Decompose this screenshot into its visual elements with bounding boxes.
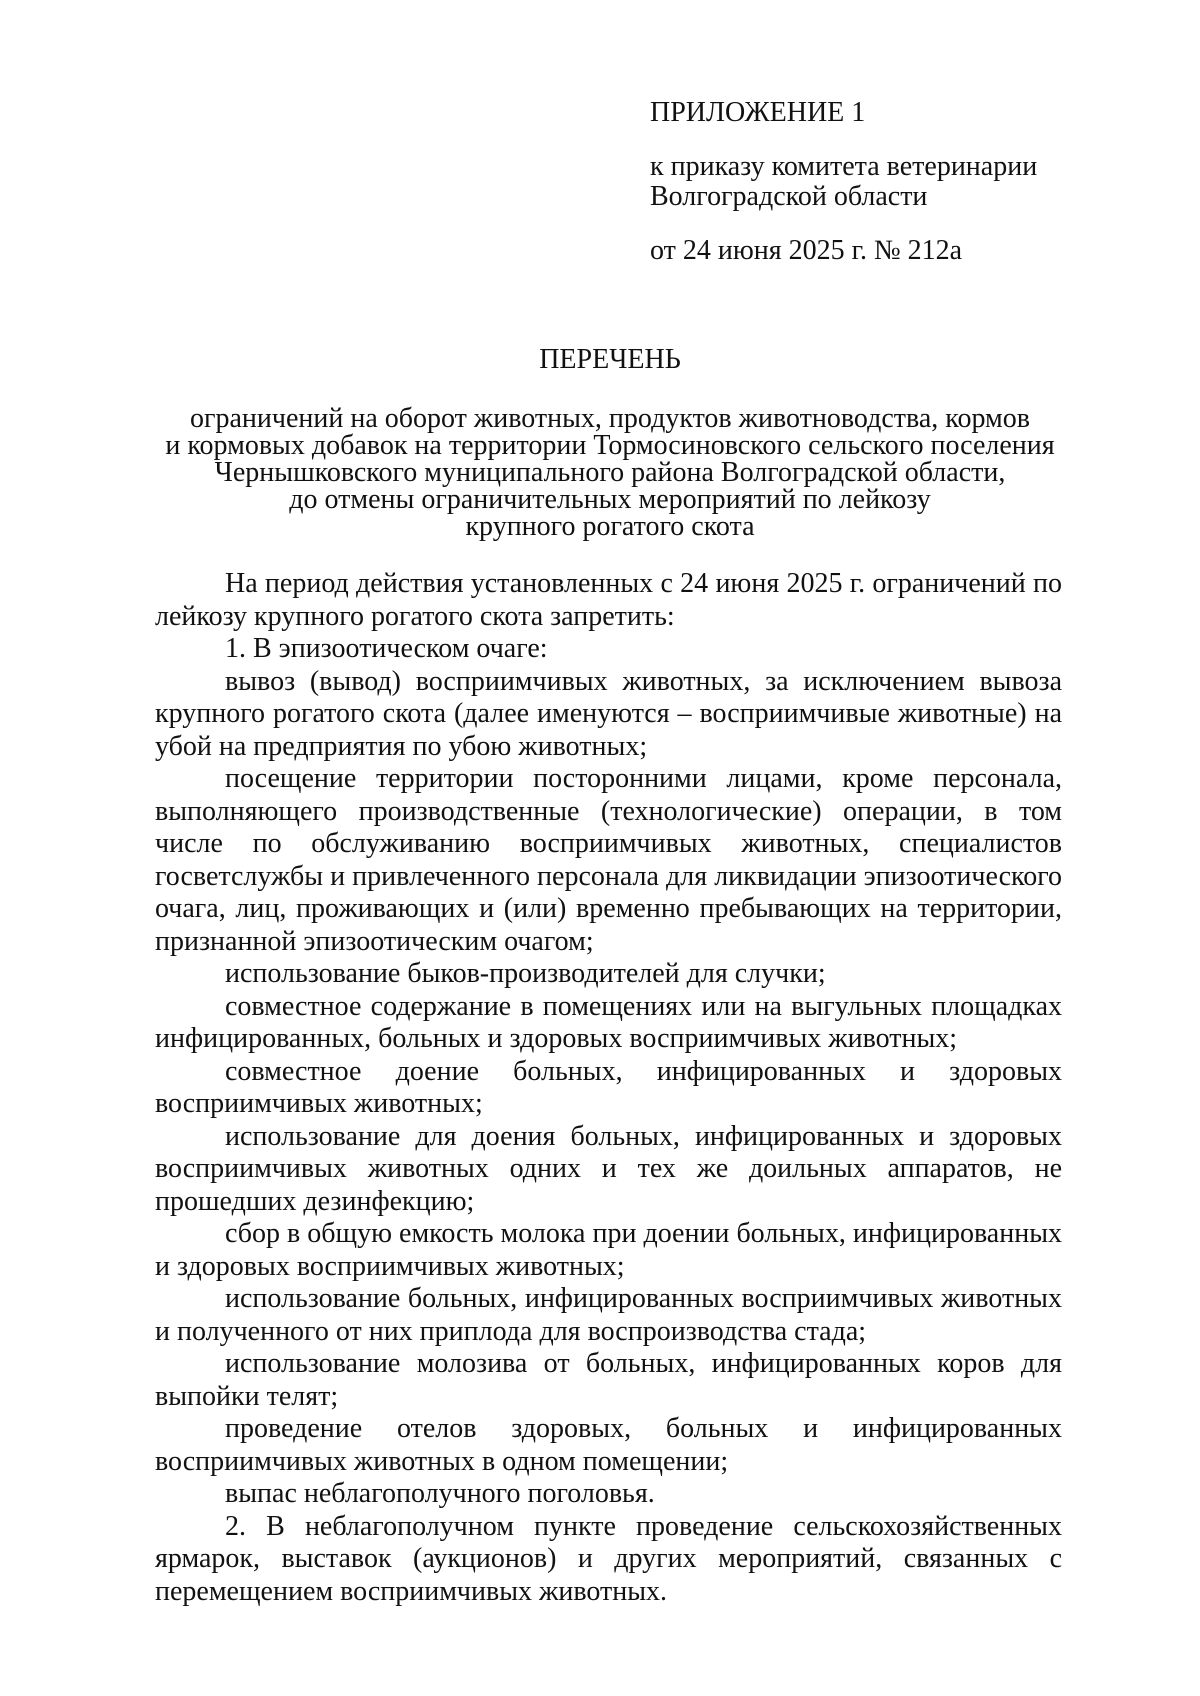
- restriction-item: посещение территории посторонними лицами, кроме персонала, выполняющего производственные (технологические) операции, в том числе по обслуживанию восприимчивых животных, специалистов госветслужбы и привлеченного персонала для ликвидации эпизоотического очага, лиц, проживающих и (или) временно пребывающих на территории, признанной эпизоотическим очагом;: [155, 763, 1062, 957]
- subtitle-line: и кормовых добавок на территории Тормосиновского сельского поселения: [165, 430, 1055, 461]
- restriction-item: проведение отелов здоровых, больных и инфицированных восприимчивых животных в одном помещении;: [155, 1413, 1062, 1477]
- subtitle-line: Чернышковского муниципального района Волгоградской области,: [214, 457, 1006, 488]
- restriction-item: совместное содержание в помещениях или на выгульных площадках инфицированных, больных и здоровых восприимчивых животных;: [155, 990, 1062, 1054]
- restriction-item: выпас неблагополучного поголовья.: [225, 1478, 655, 1509]
- appendix-heading: ПРИЛОЖЕНИЕ 1: [650, 97, 866, 128]
- intro-paragraph: На период действия установленных с 24 июня 2025 г. ограничений по лейкозу крупного рогатого скота запретить:: [155, 568, 1062, 632]
- restriction-item: вывоз (вывод) восприимчивых животных, за исключением вывоза крупного рогатого скота (далее именуются – восприимчивые животные) на убой на предприятия по убою животных;: [155, 665, 1062, 762]
- section-2-paragraph: 2. В неблагополучном пункте проведение сельскохозяйственных ярмарок, выставок (аукционов) и других мероприятий, связанных с перемещением восприимчивых животных.: [155, 1510, 1062, 1607]
- appendix-order-line: Волгоградской области: [650, 181, 928, 212]
- appendix-order-line: к приказу комитета ветеринарии: [650, 151, 1038, 182]
- document-title-block: [150, 345, 1070, 540]
- section-heading-1: 1. В эпизоотическом очаге:: [225, 633, 548, 664]
- document-title: ПЕРЕЧЕНЬ: [539, 344, 681, 375]
- subtitle-line: до отмены ограничительных мероприятий по лейкозу: [289, 484, 931, 515]
- restriction-item: сбор в общую емкость молока при доении больных, инфицированных и здоровых восприимчивых животных;: [155, 1218, 1062, 1282]
- appendix-block: [650, 98, 1130, 266]
- appendix-date-number: от 24 июня 2025 г. № 212а: [650, 235, 963, 266]
- restriction-item: использование быков-производителей для случки;: [225, 958, 826, 989]
- document-subtitle: [150, 405, 1070, 540]
- restriction-item: использование для доения больных, инфицированных и здоровых восприимчивых животных одних и тех же доильных аппаратов, не прошедших дезинфекцию;: [155, 1120, 1062, 1217]
- subtitle-line: крупного рогатого скота: [465, 511, 755, 542]
- appendix-order-reference: [650, 152, 1130, 212]
- document-body: [155, 568, 1062, 1608]
- subtitle-line: ограничений на оборот животных, продуктов животноводства, кормов: [190, 403, 1030, 434]
- restriction-item: совместное доение больных, инфицированных и здоровых восприимчивых животных;: [155, 1055, 1062, 1119]
- restriction-item: использование молозива от больных, инфицированных коров для выпойки телят;: [155, 1348, 1062, 1412]
- restriction-item: использование больных, инфицированных восприимчивых животных и полученного от них приплода для воспроизводства стада;: [155, 1283, 1062, 1347]
